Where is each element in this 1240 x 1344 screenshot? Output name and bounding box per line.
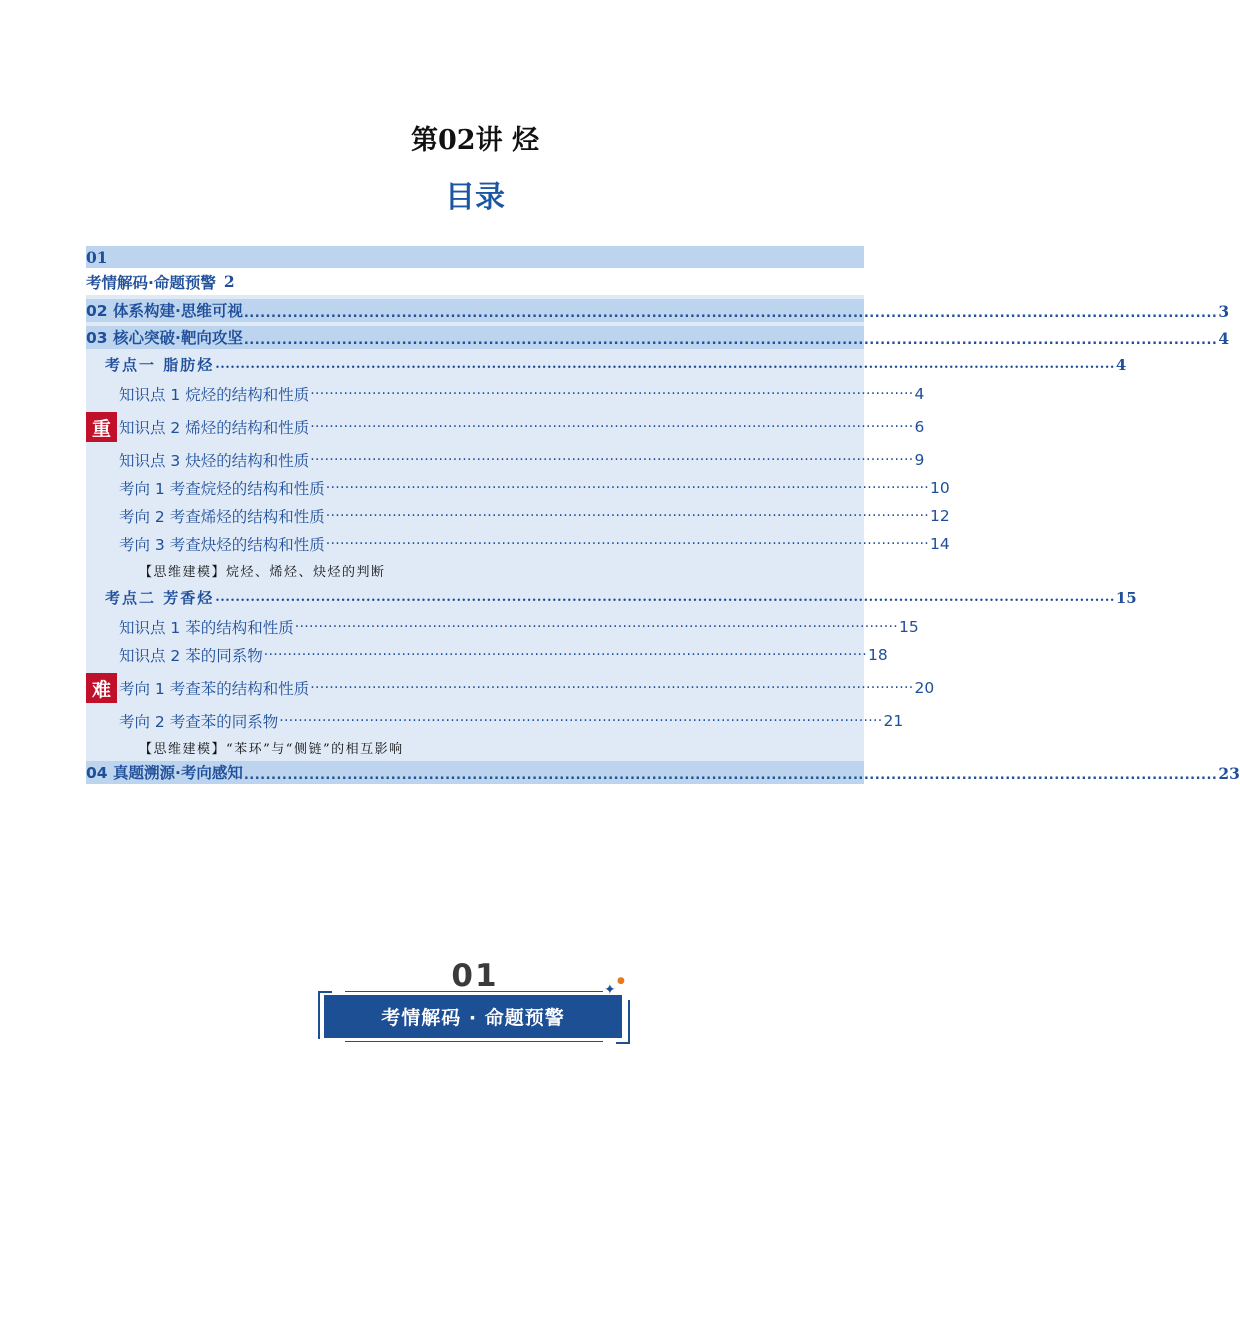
sparkle-small-icon: ● — [617, 976, 625, 986]
toc-entry-label: 知识点 2 烯烃的结构和性质 — [119, 419, 310, 437]
toc-entry-page: 2 — [223, 272, 235, 291]
toc-entry-label: 考向 2 考查烯烃的结构和性质 — [119, 508, 325, 526]
banner-frame-bottom — [345, 1041, 603, 1042]
toc-entry-label: 【思维建模】烷烃、烯烃、炔烃的判断 — [139, 564, 386, 580]
toc-item-x4[interactable] — [86, 669, 935, 707]
toc-entry-page: 23 — [1218, 764, 1240, 783]
toc-entry-label: 知识点 1 苯的结构和性质 — [119, 619, 294, 637]
toc-entry-label: 考向 1 考查苯的结构和性质 — [119, 680, 310, 698]
toc-section-02[interactable] — [86, 299, 1230, 322]
leader-dots: ................................................................................................................................................................................... — [243, 306, 1218, 321]
toc-entry-label: 考情解码·命题预警 — [86, 273, 216, 292]
toc-item-x1[interactable] — [86, 474, 950, 502]
toc-item-x5[interactable] — [86, 707, 904, 735]
leader-dots: ................................................................................................................................................................................... — [215, 590, 1115, 605]
toc-section-number: 01 — [86, 248, 108, 267]
toc-section-01-number[interactable] — [86, 246, 864, 268]
table-of-contents — [86, 246, 1240, 784]
toc-entry-label: 知识点 2 苯的同系物 — [119, 647, 263, 665]
toc-entry-label: 考点一 脂肪烃 — [105, 356, 215, 374]
key-point-tag: 重 — [86, 412, 117, 442]
leader-dots: ······························································································································· — [279, 713, 883, 729]
toc-entry-page: 21 — [883, 712, 904, 730]
toc-entry-page: 4 — [1218, 329, 1230, 348]
toc-model-1[interactable] — [86, 558, 864, 582]
leader-dots: ······························································································································· — [310, 680, 914, 696]
leader-dots: ······························································································································· — [263, 647, 867, 663]
toc-entry-label: 考点二 芳香烃 — [105, 589, 215, 607]
toc-entry-page: 14 — [930, 535, 950, 553]
toc-entry-label: 知识点 1 烷烃的结构和性质 — [119, 386, 310, 404]
toc-entry-label: 03 核心突破·靶向攻坚 — [86, 329, 243, 347]
banner-frame-top — [345, 991, 603, 992]
toc-heading: 目录 — [445, 180, 505, 215]
leader-dots: ······························································································································· — [310, 452, 914, 468]
section-banner: 考情解码 · 命题预警 — [324, 995, 622, 1038]
toc-entry-label: 考向 3 考查炔烃的结构和性质 — [119, 536, 325, 554]
toc-section-01[interactable] — [86, 268, 864, 295]
section-badge-number: 01 — [451, 958, 499, 994]
toc-entry-page: 12 — [930, 507, 950, 525]
toc-item-k1[interactable] — [86, 380, 925, 408]
leader-dots: ................................................................................................................................................................................... — [243, 768, 1218, 783]
toc-item-k4[interactable] — [86, 613, 919, 641]
leader-dots: ................................................................................................................................................................................... — [215, 357, 1115, 372]
toc-section-03[interactable] — [86, 326, 1230, 349]
difficult-point-tag: 难 — [86, 673, 117, 703]
leader-dots: ······························································································································· — [325, 480, 929, 496]
leader-dots: ······························································································································· — [310, 386, 914, 402]
toc-model-2[interactable] — [86, 735, 864, 759]
toc-entry-page: 15 — [899, 618, 919, 636]
toc-entry-page: 4 — [914, 385, 925, 403]
toc-entry-page: 3 — [1218, 302, 1230, 321]
leader-dots: ······························································································································· — [325, 536, 929, 552]
toc-topic-2[interactable] — [86, 582, 1137, 613]
toc-entry-page: 4 — [1115, 355, 1127, 374]
toc-item-k5[interactable] — [86, 641, 888, 669]
leader-dots: ······························································································································· — [310, 419, 914, 435]
toc-item-k2[interactable] — [86, 408, 925, 446]
toc-entry-label: 04 真题溯源·考向感知 — [86, 764, 243, 782]
toc-item-x3[interactable] — [86, 530, 950, 558]
sparkle-icon: ✦ — [604, 982, 616, 998]
toc-entry-page: 10 — [930, 479, 950, 497]
toc-entry-label: 【思维建模】“苯环”与“侧链”的相互影响 — [139, 741, 404, 757]
toc-entry-page: 6 — [914, 418, 925, 436]
toc-entry-page: 9 — [914, 451, 925, 469]
toc-entry-page: 18 — [868, 646, 888, 664]
toc-entry-page: 20 — [914, 679, 935, 697]
toc-item-x2[interactable] — [86, 502, 950, 530]
toc-item-k3[interactable] — [86, 446, 925, 474]
page-title: 第02讲 烃 — [411, 125, 539, 156]
leader-dots: ................................................................................................................................................................................... — [243, 333, 1218, 348]
toc-entry-page: 15 — [1115, 588, 1137, 607]
toc-topic-1[interactable] — [86, 349, 1127, 380]
toc-entry-label: 考向 1 考查烷烃的结构和性质 — [119, 480, 325, 498]
toc-section-04[interactable] — [86, 761, 1240, 784]
leader-dots: ······························································································································· — [325, 508, 929, 524]
toc-entry-label: 考向 2 考查苯的同系物 — [119, 713, 279, 731]
toc-entry-label: 知识点 3 炔烃的结构和性质 — [119, 452, 310, 470]
toc-entry-label: 02 体系构建·思维可视 — [86, 302, 243, 320]
leader-dots: ······························································································································· — [294, 619, 898, 635]
